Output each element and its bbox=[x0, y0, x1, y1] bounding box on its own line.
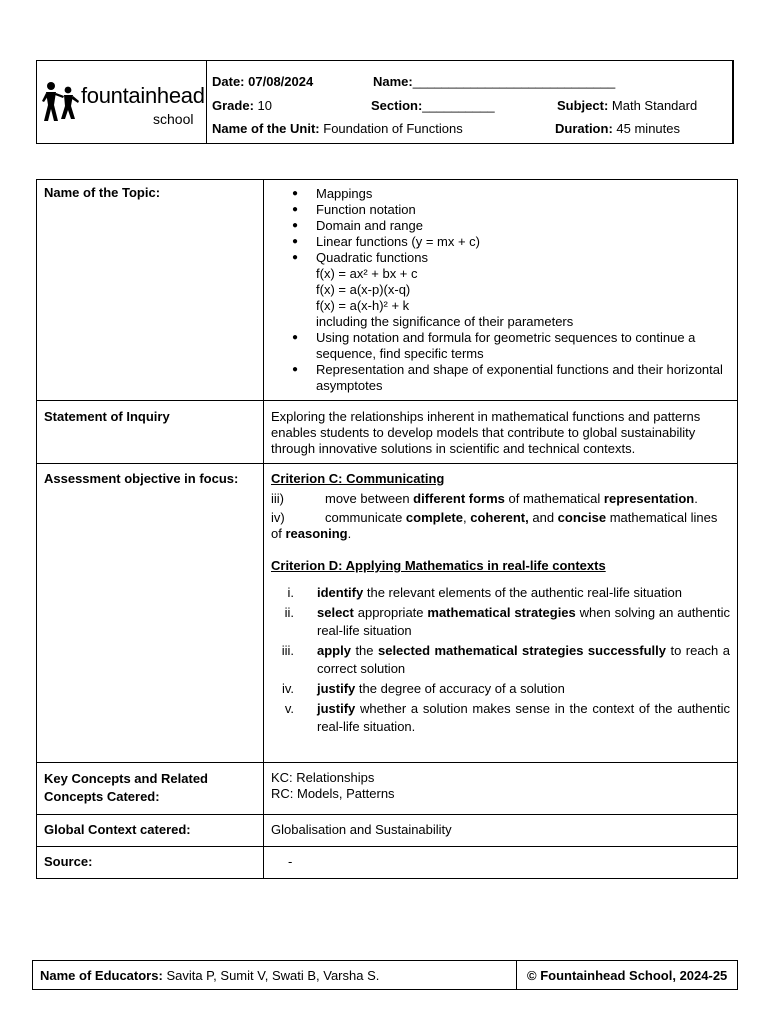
criterion-d-list bbox=[271, 584, 730, 736]
concepts-row bbox=[37, 763, 738, 815]
topic-label: Name of the Topic: bbox=[37, 180, 264, 401]
related-concepts: RC: Models, Patterns bbox=[271, 786, 395, 801]
topic-row bbox=[37, 180, 738, 401]
copyright-text: © Fountainhead School, 2024-25 bbox=[527, 968, 728, 983]
quadratic-form: f(x) = ax² + bx + c bbox=[316, 266, 418, 281]
criterion-c-item: iii) move between different forms of mathematical representation. bbox=[271, 491, 698, 506]
list-item: ● Quadratic functions f(x) = ax² + bx + c f(x) = a(x-p)(x-q) f(x) = a(x-h)² + k including the significance of their parameters bbox=[316, 250, 730, 330]
inquiry-label: Statement of Inquiry bbox=[37, 401, 264, 464]
source-label: Source: bbox=[37, 847, 264, 879]
criterion-d-title: Criterion D: Applying Mathematics in real-life contexts bbox=[271, 558, 606, 573]
global-context-row bbox=[37, 815, 738, 847]
grade-field: Grade: 10 bbox=[212, 98, 272, 113]
source-row bbox=[37, 847, 738, 879]
list-item: ● Representation and shape of exponential functions and their horizontal asymptotes bbox=[316, 362, 730, 394]
duration-field: Duration: 45 minutes bbox=[555, 121, 680, 136]
quadratic-note: including the significance of their parameters bbox=[316, 314, 574, 329]
logo-subtitle: school bbox=[153, 111, 194, 127]
list-item: iii. apply the selected mathematical strategies successfully to reach a correct solution bbox=[281, 643, 730, 676]
concepts-content bbox=[264, 763, 738, 815]
list-item: i. identify the relevant elements of the authentic real-life situation bbox=[287, 585, 682, 600]
inquiry-row bbox=[37, 401, 738, 464]
header-box bbox=[36, 60, 734, 144]
list-item: ● Mappings bbox=[316, 186, 730, 202]
date-field: Date: 07/08/2024 bbox=[212, 74, 314, 89]
list-item: ● Function notation bbox=[316, 202, 730, 218]
key-concept: KC: Relationships bbox=[271, 770, 375, 785]
footer-divider bbox=[516, 961, 517, 989]
lesson-plan-table bbox=[36, 179, 738, 879]
quadratic-form: f(x) = a(x-h)² + k bbox=[316, 298, 410, 313]
list-item: ● Domain and range bbox=[316, 218, 730, 234]
list-item: ● Linear functions (y = mx + c) bbox=[316, 234, 730, 250]
section-field: Section:__________ bbox=[371, 98, 495, 113]
topic-content bbox=[264, 180, 738, 401]
criterion-c-title: Criterion C: Communicating bbox=[271, 471, 445, 486]
student-name-field: Name:____________________________ bbox=[373, 74, 616, 89]
educators-field: Name of Educators: Savita P, Sumit V, Swati B, Varsha S. bbox=[40, 968, 380, 983]
quadratic-form: f(x) = a(x-p)(x-q) bbox=[316, 282, 411, 297]
assessment-row bbox=[37, 464, 738, 763]
list-item: ii. select appropriate mathematical strategies when solving an authentic real-life situation bbox=[284, 605, 731, 638]
topic-list bbox=[271, 186, 730, 394]
global-context-label: Global Context catered: bbox=[37, 815, 264, 847]
list-item: v. justify whether a solution makes sense in the context of the authentic real-life situation. bbox=[284, 701, 730, 734]
subject-field: Subject: Math Standard bbox=[557, 98, 698, 113]
inquiry-text: Exploring the relationships inherent in mathematical functions and patterns enables students to develop models that contribute to global sustainability through innovative solutions in scientific and technical contexts. bbox=[264, 401, 738, 464]
list-item: iv. justify the degree of accuracy of a solution bbox=[281, 681, 565, 696]
assessment-content bbox=[264, 464, 738, 763]
unit-field: Name of the Unit: Foundation of Functions bbox=[212, 121, 463, 136]
concepts-label: Key Concepts and Related Concepts Catered: bbox=[37, 763, 264, 815]
assessment-label: Assessment objective in focus: bbox=[37, 464, 264, 763]
logo-wordmark: fountainhead bbox=[81, 83, 205, 108]
list-item: ● Using notation and formula for geometric sequences to continue a sequence, find specific terms bbox=[316, 330, 730, 362]
criterion-c-item: iv) communicate complete, coherent, and concise mathematical lines of reasoning. bbox=[271, 510, 718, 541]
global-context-value: Globalisation and Sustainability bbox=[264, 815, 738, 847]
source-value: - bbox=[264, 847, 738, 879]
school-logo bbox=[37, 61, 207, 143]
footer-box bbox=[32, 960, 738, 990]
family-figures-icon bbox=[42, 81, 82, 125]
